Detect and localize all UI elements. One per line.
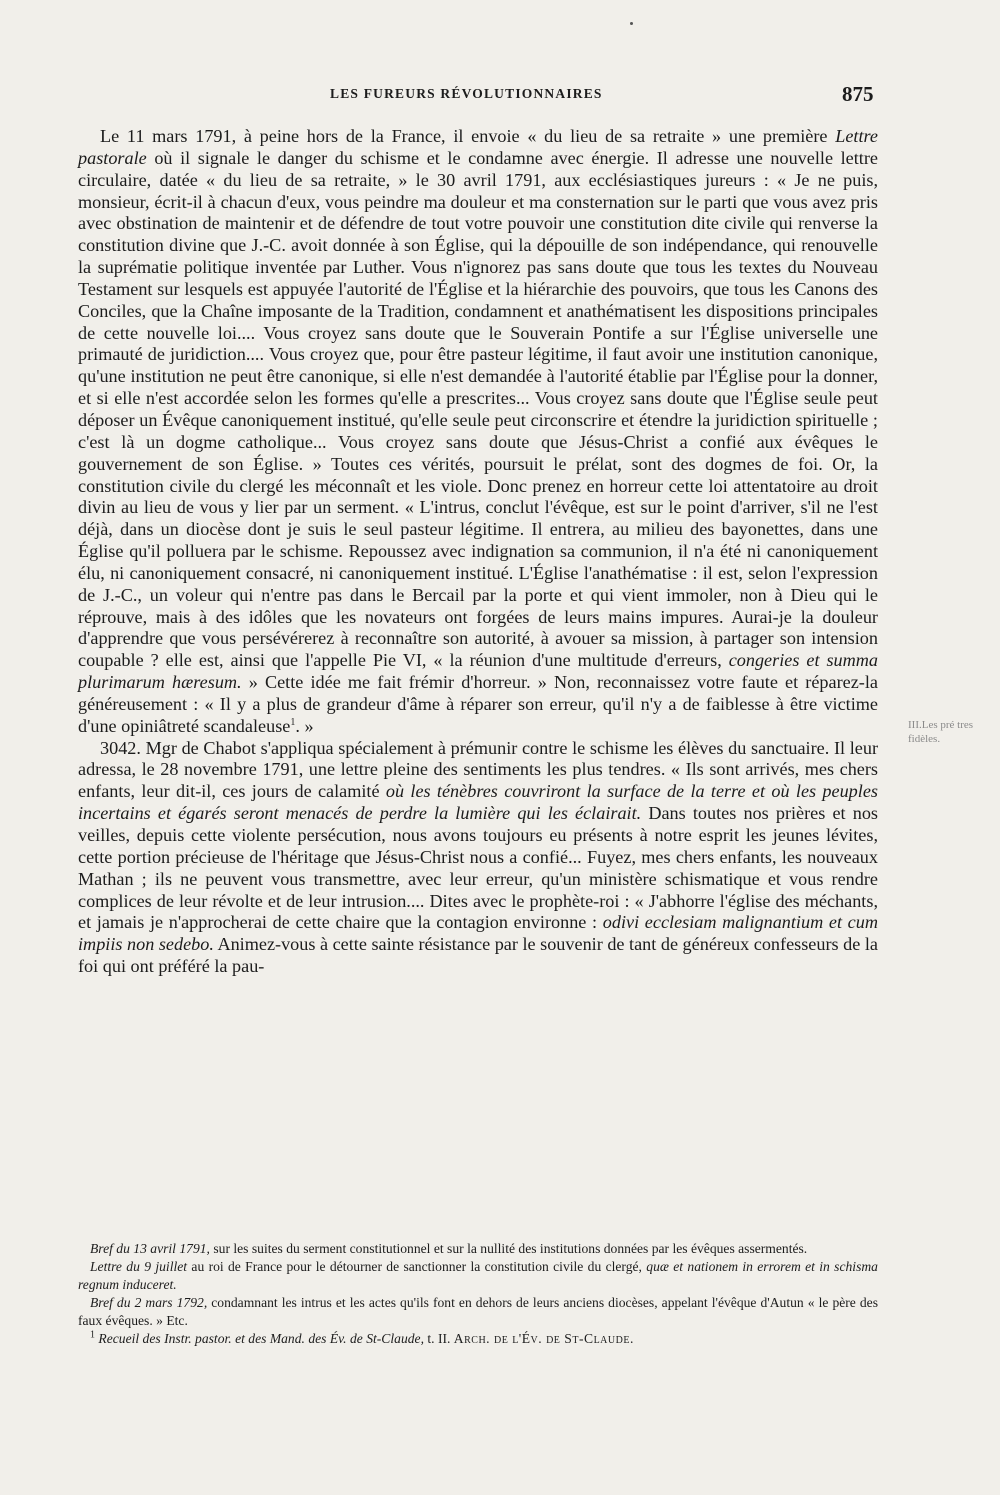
footnote-italic: Lettre du 9 juillet (90, 1259, 188, 1274)
text-run: 3042. Mgr de Chabot s'appliqua spécialement à prémunir contre le schisme les élèves du sanctuaire. Il leur adressa, le 28 novembre 1791, une lettre pleine des sentiments les plus tendres. « Ils sont arrivés, mes chers enfants, leur dit-il, ces jours de calamité (78, 737, 878, 802)
footnote-ref: 1 (290, 716, 296, 728)
footnote-italic: Recueil des Instr. pastor. et des Mand. des Év. de St-Claude, (98, 1331, 424, 1346)
footnote-number: 1 (90, 1329, 95, 1341)
margin-note: III.Les pré tres fidèles. (908, 719, 974, 745)
running-head (0, 82, 1000, 108)
footnote-italic: quæ et nationem in errorem et in schisma regnum induceret. (78, 1259, 878, 1292)
footnote-text: condamnant les intrus et les actes qu'ils font en dehors de leurs anciens diocèses, appelant l'évêque d'Autun « le père des faux évêques. » Etc. (78, 1295, 878, 1328)
text-run: . » (295, 715, 314, 736)
footnote-3 (78, 1294, 878, 1330)
footnote-smallcaps: Arch. de l'Év. de St-Claude. (453, 1331, 634, 1346)
text-run: Dans toutes nos prières et nos veilles, depuis cette violente persécution, nous avons toujours eu présents à notre esprit les jeunes lévites, cette portion précieuse de l'héritage que Jésus-Christ nous a confié... Fuyez, mes chers enfants, les nouveaux Mathan ; ils ne peuvent vous transmettre, avec leur erreur, qu'un ministère schismatique et vous rendre complices de leur révolte et de leur intrusion.... Dites avec le prophète-roi : « J'abhorre l'église des méchants, et jamais je n'approcherai de cette chaire que la contagion environne : (78, 803, 878, 933)
footnote-italic: Bref du 13 avril 1791, (90, 1241, 210, 1256)
page-number: 875 (842, 82, 874, 106)
latin-quote: odivi ecclesiam malignantium et cum impiis non sedebo. (78, 912, 878, 955)
body-text (78, 126, 878, 978)
footnotes (78, 1240, 878, 1348)
text-run: » Cette idée me fait frémir d'horreur. » Non, reconnaissez votre faute et réparez-la généreusement : « Il y a plus de grandeur d'âme à réparer son erreur, qu'il n'y a de faiblesse à être victime d'une opiniâtreté scandaleuse (78, 672, 878, 736)
text-run: Animez-vous à cette sainte résistance par le souvenir de tant de généreux confesseurs de la foi qui ont préféré la pau- (78, 934, 878, 977)
latin-quote: congeries et summa plurimarum hæresum. (78, 650, 878, 693)
print-mark (630, 22, 633, 25)
footnote-text: sur les suites du serment constitutionnel et sur la nullité des institutions données par les évêques assermentés. (209, 1241, 808, 1256)
text-run: Le 11 mars 1791, à peine hors de la France, il envoie « du lieu de sa retraite » une première (100, 126, 836, 146)
paragraph-2 (78, 738, 878, 978)
italic-title: Lettre pastorale (78, 126, 878, 168)
footnote-1 (78, 1240, 878, 1258)
text-run: où il signale le danger du schisme et le condamne avec énergie. Il adresse une nouvelle lettre circulaire, datée « du lieu de sa retraite, » le 30 avril 1791, aux ecclésiastiques jureurs : « Je ne puis, monsieur, écrit-il à chacun d'eux, vous peindre ma douleur et ma consternation sur le parti que vous avez pris avec obstination de maintenir et de défendre de tout votre pouvoir une constitution dite civile qui renverse la constitution divine que J.-C. avoit donnée à son Église, qui la dépouille de son indépendance, qui renouvelle la suprématie politique inventée par Luther. Vous n'ignorez pas sans doute que tous les textes du Nouveau Testament sur lesquels est appuyée l'autorité de l'Église et la hiérarchie des pouvoirs, que tous les Canons des Conciles, que la Chaîne imposante de la Tradition, condamnent et anathématisent les dispositions principales de cette nouvelle loi.... Vous croyez sans doute que le Souverain Pontife a sur l'Église universelle une primauté de juridiction.... Vous croyez que, pour être pasteur légitime, il faut avoir une institution canonique, qu'une institution ne peut être canonique, si elle n'est demandée à l'autorité établie par l'Église pour la donner, et si elle n'est accordée selon les formes qu'elle a prescrites... Vous croyez sans doute que l'Église seule peut déposer un Évêque canoniquement institué, qu'elle seule peut circonscrire et étendre la juridiction spirituelle ; c'est là un dogme catholique... Vous croyez sans doute que Jésus-Christ a confié aux évêques le gouvernement de son Église. » Toutes ces vérités, poursuit le prélat, sont des dogmes de foi. Or, la constitution civile du clergé les méconnaît et les viole. Donc prenez en horreur cette loi attentatoire au droit divin au lieu de vous y lier par un serment. « L'intrus, conclut l'évêque, est sur le point d'arriver, s'il ne l'est déjà, dans un diocèse dont je suis le seul pasteur légitime. Il entrera, au milieu des bayonettes, dans une Église qu'il polluera par le schisme. Repoussez avec indignation sa communion, il n'a été ni canoniquement élu, ni canoniquement consacré, ni canoniquement institué. L'Église l'anathématise : il est, selon l'expression de J.-C., un voleur qui n'entre pas dans le Bercail par la porte et qui vient immoler, non à Dieu qui le réprouve, mais à des idôles que les novateurs ont forgées de leurs mains impures. Aurai-je la douleur d'apprendre que vous persévérerez à reconnaître son autorité, à avouer sa mission, à partager son intension coupable ? elle est, ainsi que l'appelle Pie VI, « la réunion d'une multitude d'erreurs, (78, 147, 878, 671)
paragraph-1 (78, 126, 878, 738)
footnote-2 (78, 1258, 878, 1294)
footnote-italic: Bref du 2 mars 1792, (90, 1295, 208, 1310)
italic-quote: où les ténèbres couvriront la surface de la terre et où les peuples incertains et égarés seront menacés de perdre la lumière qui les éclairait. (78, 781, 878, 824)
footnote-text: t. II. (423, 1331, 454, 1346)
running-title: LES FUREURS RÉVOLUTIONNAIRES (330, 86, 603, 101)
footnote-4 (78, 1330, 878, 1348)
footnote-text: au roi de France pour le détourner de sanctionner la constitution civile du clergé, (187, 1259, 647, 1274)
